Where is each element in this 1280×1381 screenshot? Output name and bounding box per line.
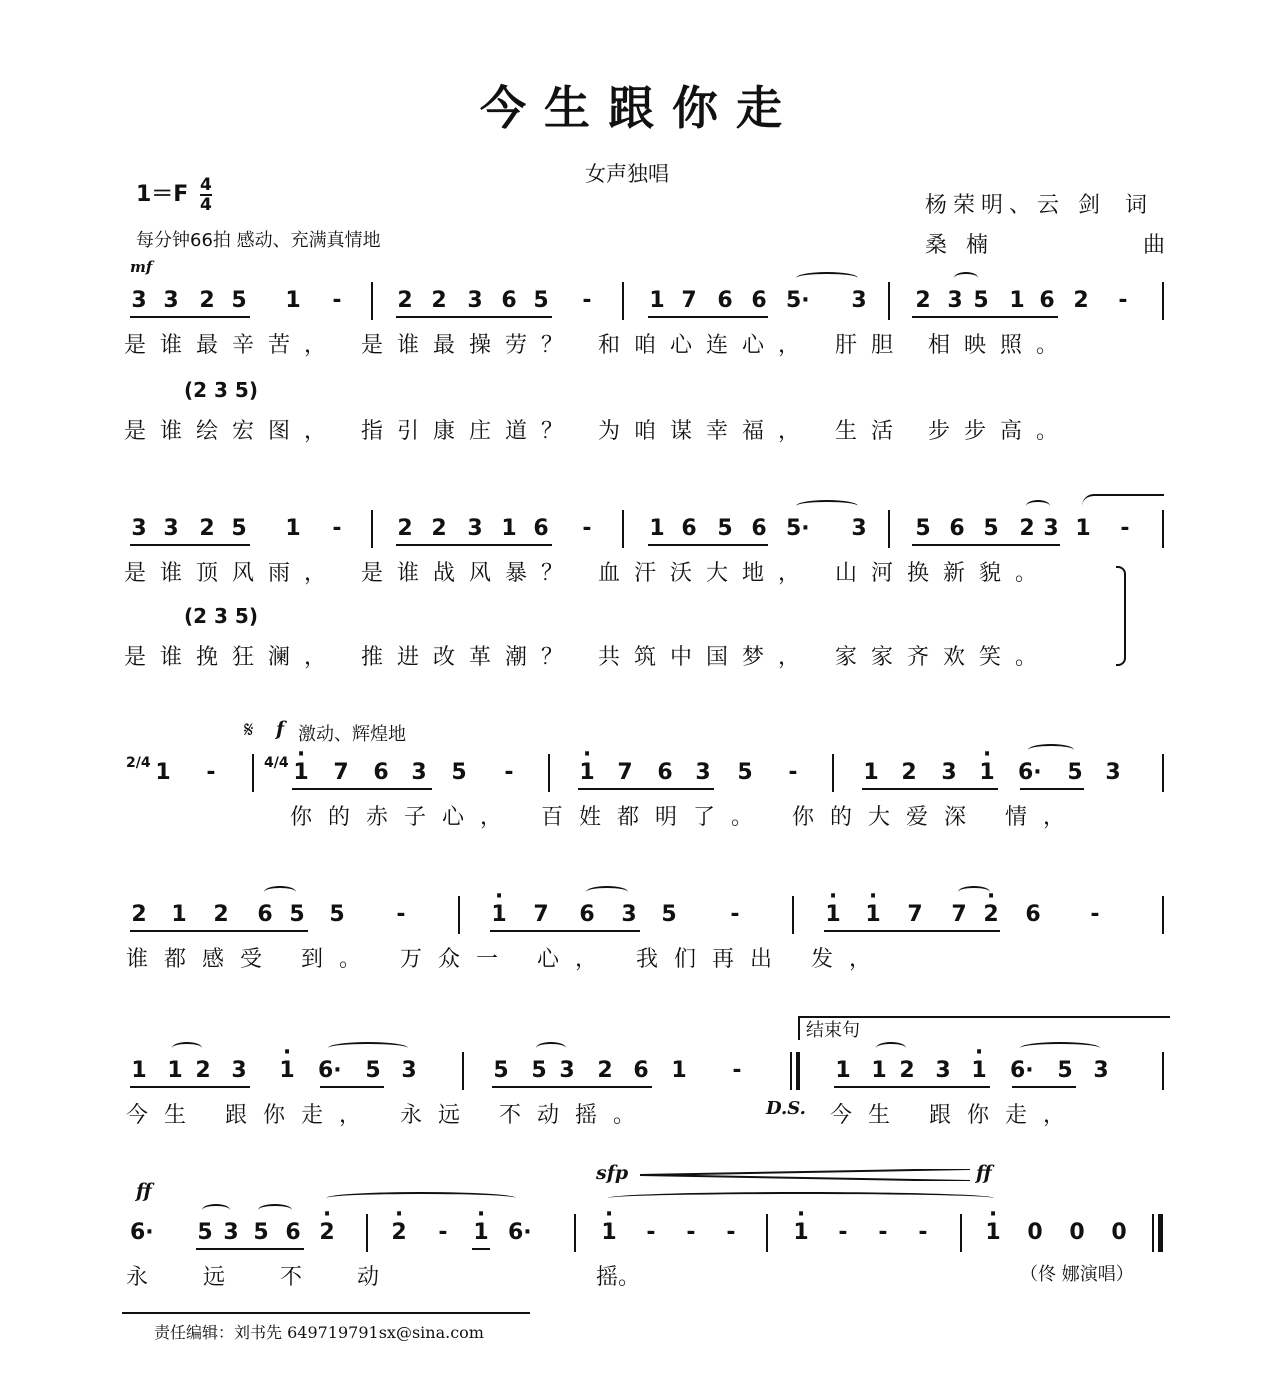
lyric-row-2b bbox=[0, 640, 1280, 670]
note: 2 bbox=[199, 288, 215, 313]
lyric-text: 今生 跟你走， 永远 不动摇。 bbox=[126, 1103, 651, 1128]
note: - bbox=[1120, 516, 1130, 541]
verse-bracket bbox=[1116, 566, 1126, 666]
note: - bbox=[504, 760, 514, 785]
underline bbox=[196, 1248, 304, 1250]
underline bbox=[472, 1248, 490, 1250]
note: · 1 bbox=[822, 902, 844, 927]
crescendo-hairpin bbox=[640, 1166, 970, 1178]
note: 3 bbox=[947, 288, 963, 313]
underline bbox=[824, 930, 1000, 932]
time-signature bbox=[200, 176, 212, 214]
note: 2 bbox=[597, 1058, 613, 1083]
note: - bbox=[582, 516, 592, 541]
note: · 2 bbox=[316, 1220, 338, 1245]
note: 7 bbox=[533, 902, 549, 927]
underline bbox=[912, 316, 1058, 318]
note: 2 bbox=[397, 288, 413, 313]
expression-marking: 激动、辉煌地 bbox=[298, 724, 406, 745]
barline bbox=[574, 1214, 576, 1252]
ending-label: 结束句 bbox=[806, 1020, 860, 1041]
note: 3 bbox=[695, 760, 711, 785]
note: 5· bbox=[786, 516, 810, 541]
time-signature-4-4: 4/4 bbox=[264, 755, 289, 771]
underline bbox=[292, 788, 432, 790]
note: 1 bbox=[131, 1058, 147, 1083]
barline bbox=[622, 282, 624, 320]
underline bbox=[492, 1086, 652, 1088]
lyric-row-1b bbox=[0, 414, 1280, 444]
barline bbox=[1162, 896, 1164, 934]
note: 5 bbox=[231, 516, 247, 541]
note: 1 bbox=[155, 760, 171, 785]
notation-row-3 bbox=[0, 755, 1280, 800]
note: - bbox=[918, 1220, 928, 1245]
time-bottom: 4 bbox=[200, 195, 212, 215]
note: 1 bbox=[649, 288, 665, 313]
underline bbox=[648, 544, 768, 546]
underline bbox=[490, 930, 640, 932]
underline bbox=[130, 930, 308, 932]
note: 0 bbox=[1027, 1220, 1043, 1245]
barline bbox=[462, 1052, 464, 1090]
note: 6· bbox=[508, 1220, 532, 1245]
note: 3 bbox=[163, 288, 179, 313]
note: 1 bbox=[1075, 516, 1091, 541]
lyric-text: 是谁绘宏图， 指引康庄道？ 为咱谋幸福， 生活 步步高。 bbox=[124, 419, 1072, 444]
tie-arc bbox=[258, 1204, 292, 1216]
underline bbox=[1012, 1086, 1076, 1088]
ds-marking: D.S. bbox=[766, 1098, 806, 1119]
subtitle: 女声独唱 bbox=[585, 162, 669, 186]
note: 5 bbox=[1067, 760, 1083, 785]
note: 6 bbox=[533, 516, 549, 541]
note: 5· bbox=[786, 288, 810, 313]
underline bbox=[912, 544, 1060, 546]
note: 5 bbox=[717, 516, 733, 541]
note: - bbox=[788, 760, 798, 785]
tie-arc bbox=[328, 1042, 408, 1054]
note: 6· bbox=[318, 1058, 342, 1083]
note: - bbox=[726, 1220, 736, 1245]
note: 3 bbox=[223, 1220, 239, 1245]
lyric-text: 今生 跟你走， bbox=[830, 1103, 1081, 1128]
underline bbox=[396, 316, 552, 318]
note: 3 bbox=[621, 902, 637, 927]
lyric-text: 是谁挽狂澜， 推进改革潮？ 共筑中国梦， 家家齐欢笑。 bbox=[124, 645, 1051, 670]
note: 1 bbox=[501, 516, 517, 541]
note: 3 bbox=[467, 516, 483, 541]
note: 6 bbox=[717, 288, 733, 313]
lyric-text: 永 远 不 动 bbox=[126, 1265, 403, 1290]
repeat-barline bbox=[796, 1052, 800, 1090]
note: 3 bbox=[411, 760, 427, 785]
dynamic-ff: ff bbox=[976, 1162, 992, 1184]
note: 3 bbox=[131, 516, 147, 541]
underline bbox=[130, 316, 250, 318]
tie-arc bbox=[1020, 1042, 1100, 1054]
note: · 2 bbox=[388, 1220, 410, 1245]
note: - bbox=[206, 760, 216, 785]
note: 6 bbox=[751, 288, 767, 313]
note: 3 bbox=[1105, 760, 1121, 785]
barline bbox=[371, 510, 373, 548]
note: 6 bbox=[373, 760, 389, 785]
tie-arc bbox=[796, 500, 858, 512]
barline bbox=[1162, 1052, 1164, 1090]
barline bbox=[790, 1052, 792, 1090]
barline bbox=[1162, 510, 1164, 548]
verse2-prefix: (2 3 5) bbox=[184, 378, 258, 402]
tempo-marking: 每分钟66拍 感动、充满真情地 bbox=[136, 230, 381, 251]
note: 5 bbox=[983, 516, 999, 541]
note: - bbox=[646, 1220, 656, 1245]
dynamic-mf: mf bbox=[130, 258, 153, 276]
composer-credit bbox=[925, 228, 1171, 259]
note: 3 bbox=[131, 288, 147, 313]
note: · 1 bbox=[968, 1058, 990, 1083]
note: 6 bbox=[751, 516, 767, 541]
barline bbox=[1152, 1214, 1154, 1252]
barline bbox=[458, 896, 460, 934]
tie-arc bbox=[586, 886, 628, 898]
lyric-row-6 bbox=[0, 1260, 1280, 1290]
note: 3 bbox=[231, 1058, 247, 1083]
lyric-text: 谁都感受 到。 万众一 心， 我们再出 发， bbox=[126, 947, 887, 972]
note: - bbox=[730, 902, 740, 927]
note: - bbox=[878, 1220, 888, 1245]
note: 5 bbox=[197, 1220, 213, 1245]
barline bbox=[832, 754, 834, 792]
note: 5 bbox=[1057, 1058, 1073, 1083]
underline bbox=[130, 1086, 250, 1088]
barline bbox=[622, 510, 624, 548]
barline bbox=[1162, 282, 1164, 320]
note: · 1 bbox=[576, 760, 598, 785]
note: - bbox=[732, 1058, 742, 1083]
note: 0 bbox=[1111, 1220, 1127, 1245]
note: - bbox=[438, 1220, 448, 1245]
barline bbox=[960, 1214, 962, 1252]
note: 5 bbox=[289, 902, 305, 927]
note: 5 bbox=[737, 760, 753, 785]
note: 5 bbox=[973, 288, 989, 313]
tie-arc bbox=[202, 1204, 230, 1216]
note: 1 bbox=[285, 516, 301, 541]
note: - bbox=[332, 288, 342, 313]
lyric-text: 你的赤子心， 百姓都明了。 你的大爱深 情， bbox=[290, 805, 1081, 830]
note: · 1 bbox=[276, 1058, 298, 1083]
notation-row-1 bbox=[0, 288, 1280, 328]
note: 7 bbox=[907, 902, 923, 927]
key-signature bbox=[136, 176, 212, 214]
note: 3 bbox=[467, 288, 483, 313]
note: 6· bbox=[1018, 760, 1042, 785]
note: 2 bbox=[195, 1058, 211, 1083]
note: 3 bbox=[851, 516, 867, 541]
note: - bbox=[1118, 288, 1128, 313]
time-signature-2-4: 2/4 bbox=[126, 755, 151, 771]
note: 1 bbox=[649, 516, 665, 541]
barline bbox=[888, 282, 890, 320]
footer-divider bbox=[122, 1312, 530, 1314]
note: 3 bbox=[941, 760, 957, 785]
note: 5 bbox=[531, 1058, 547, 1083]
note: - bbox=[582, 288, 592, 313]
tie-arc bbox=[796, 272, 858, 284]
underline bbox=[130, 544, 250, 546]
note: - bbox=[396, 902, 406, 927]
note: 5 bbox=[915, 516, 931, 541]
note: 5 bbox=[661, 902, 677, 927]
tie-arc bbox=[172, 1042, 202, 1054]
tie-arc bbox=[1082, 494, 1164, 506]
crescendo-icon bbox=[640, 1169, 970, 1181]
lyric-row-3 bbox=[0, 800, 1280, 830]
note: 6 bbox=[285, 1220, 301, 1245]
note: 3 bbox=[163, 516, 179, 541]
note: 5 bbox=[493, 1058, 509, 1083]
note: · 1 bbox=[290, 760, 312, 785]
tie-arc bbox=[264, 886, 296, 898]
underline bbox=[648, 316, 768, 318]
barline bbox=[1162, 754, 1164, 792]
note: 2 bbox=[899, 1058, 915, 1083]
footer-editor: 责任编辑：刘书先 649719791sx@sina.com bbox=[154, 1323, 484, 1342]
note: 1 bbox=[171, 902, 187, 927]
lyricist-credit bbox=[925, 188, 1153, 219]
note: 2 bbox=[213, 902, 229, 927]
note: 6· bbox=[1010, 1058, 1034, 1083]
notation-row-2 bbox=[0, 516, 1280, 556]
note: 5 bbox=[231, 288, 247, 313]
lyric-text: 是谁最辛苦， 是谁最操劳？ 和咱心连心， 肝胆 相映照。 bbox=[124, 333, 1072, 358]
note: 6 bbox=[1025, 902, 1041, 927]
underline bbox=[834, 1086, 990, 1088]
note: 2 bbox=[915, 288, 931, 313]
notation-row-6 bbox=[0, 1220, 1280, 1260]
underline bbox=[396, 544, 552, 546]
barline bbox=[548, 754, 550, 792]
note: · 2 bbox=[980, 902, 1002, 927]
performer-credit: （佟 娜演唱） bbox=[1020, 1264, 1134, 1285]
note: - bbox=[332, 516, 342, 541]
note: 2 bbox=[1073, 288, 1089, 313]
note: 2 bbox=[1019, 516, 1035, 541]
note: 5 bbox=[253, 1220, 269, 1245]
note: 7 bbox=[333, 760, 349, 785]
note: 2 bbox=[397, 516, 413, 541]
composer-role: 曲 bbox=[1143, 233, 1172, 258]
note: 3 bbox=[935, 1058, 951, 1083]
underline bbox=[320, 1086, 384, 1088]
barline bbox=[252, 754, 254, 792]
note: 6 bbox=[579, 902, 595, 927]
page-title: 今生跟你走 bbox=[480, 81, 800, 135]
note: - bbox=[686, 1220, 696, 1245]
final-barline bbox=[1158, 1214, 1163, 1252]
barline bbox=[766, 1214, 768, 1252]
note: · 1 bbox=[862, 902, 884, 927]
note: 6 bbox=[257, 902, 273, 927]
note: · 1 bbox=[598, 1220, 620, 1245]
note: 5 bbox=[533, 288, 549, 313]
note: - bbox=[1090, 902, 1100, 927]
note: 2 bbox=[431, 516, 447, 541]
note: 7 bbox=[951, 902, 967, 927]
composer-name: 桑 楠 bbox=[925, 233, 994, 258]
lyric-row-2a bbox=[0, 556, 1280, 586]
note: 3 bbox=[851, 288, 867, 313]
underline bbox=[1020, 788, 1084, 790]
barline bbox=[792, 896, 794, 934]
dynamic-ff: ff bbox=[136, 1180, 152, 1202]
dynamic-sfp: sfp bbox=[596, 1162, 629, 1184]
tie-arc bbox=[1028, 744, 1074, 756]
note: 1 bbox=[167, 1058, 183, 1083]
segno-icon: 𝄋 bbox=[244, 718, 254, 743]
note: - bbox=[838, 1220, 848, 1245]
tie-arc bbox=[876, 1042, 906, 1054]
note: 3 bbox=[401, 1058, 417, 1083]
note: · 1 bbox=[790, 1220, 812, 1245]
note: 7 bbox=[617, 760, 633, 785]
note: · 1 bbox=[488, 902, 510, 927]
verse2-prefix: (2 3 5) bbox=[184, 604, 258, 628]
notation-row-4 bbox=[0, 902, 1280, 942]
note: 5 bbox=[365, 1058, 381, 1083]
note: 1 bbox=[285, 288, 301, 313]
note: 6 bbox=[657, 760, 673, 785]
note: 2 bbox=[131, 902, 147, 927]
lyric-row-5 bbox=[0, 1098, 1280, 1128]
note: 6 bbox=[1039, 288, 1055, 313]
lyric-text: 摇。 bbox=[596, 1265, 641, 1290]
note: 1 bbox=[1009, 288, 1025, 313]
note: 3 bbox=[1043, 516, 1059, 541]
barline bbox=[888, 510, 890, 548]
barline bbox=[371, 282, 373, 320]
note: 2 bbox=[431, 288, 447, 313]
note: 0 bbox=[1069, 1220, 1085, 1245]
lyricist-names: 杨荣明、云 剑 bbox=[925, 193, 1106, 218]
note: 1 bbox=[871, 1058, 887, 1083]
tie-arc bbox=[1026, 500, 1050, 512]
lyric-text: 是谁顶风雨， 是谁战风暴？ 血汗沃大地， 山河换新貌。 bbox=[124, 561, 1051, 586]
underline bbox=[862, 788, 998, 790]
note: 6 bbox=[681, 516, 697, 541]
time-top: 4 bbox=[200, 175, 212, 195]
key: 1＝F bbox=[136, 182, 189, 207]
lyric-row-1a bbox=[0, 328, 1280, 358]
note: 6 bbox=[633, 1058, 649, 1083]
lyric-row-4 bbox=[0, 942, 1280, 972]
tie-arc bbox=[954, 272, 978, 284]
note: · 1 bbox=[982, 1220, 1004, 1245]
note: 5 bbox=[451, 760, 467, 785]
notation-row-5 bbox=[0, 1058, 1280, 1098]
note: 6· bbox=[130, 1220, 154, 1245]
note: 7 bbox=[681, 288, 697, 313]
note: 1 bbox=[835, 1058, 851, 1083]
note: 3 bbox=[559, 1058, 575, 1083]
note: 5 bbox=[329, 902, 345, 927]
barline bbox=[366, 1214, 368, 1252]
note: · 1 bbox=[470, 1220, 492, 1245]
note: · 1 bbox=[976, 760, 998, 785]
dynamic-f: f bbox=[276, 718, 285, 740]
lyricist-role: 词 bbox=[1125, 193, 1154, 218]
note: 6 bbox=[949, 516, 965, 541]
note: 6 bbox=[501, 288, 517, 313]
underline bbox=[578, 788, 714, 790]
note: 2 bbox=[901, 760, 917, 785]
note: 1 bbox=[863, 760, 879, 785]
tie-arc bbox=[536, 1042, 566, 1054]
note: 2 bbox=[199, 516, 215, 541]
tie-arc bbox=[958, 886, 990, 898]
note: 1 bbox=[671, 1058, 687, 1083]
note: 3 bbox=[1093, 1058, 1109, 1083]
